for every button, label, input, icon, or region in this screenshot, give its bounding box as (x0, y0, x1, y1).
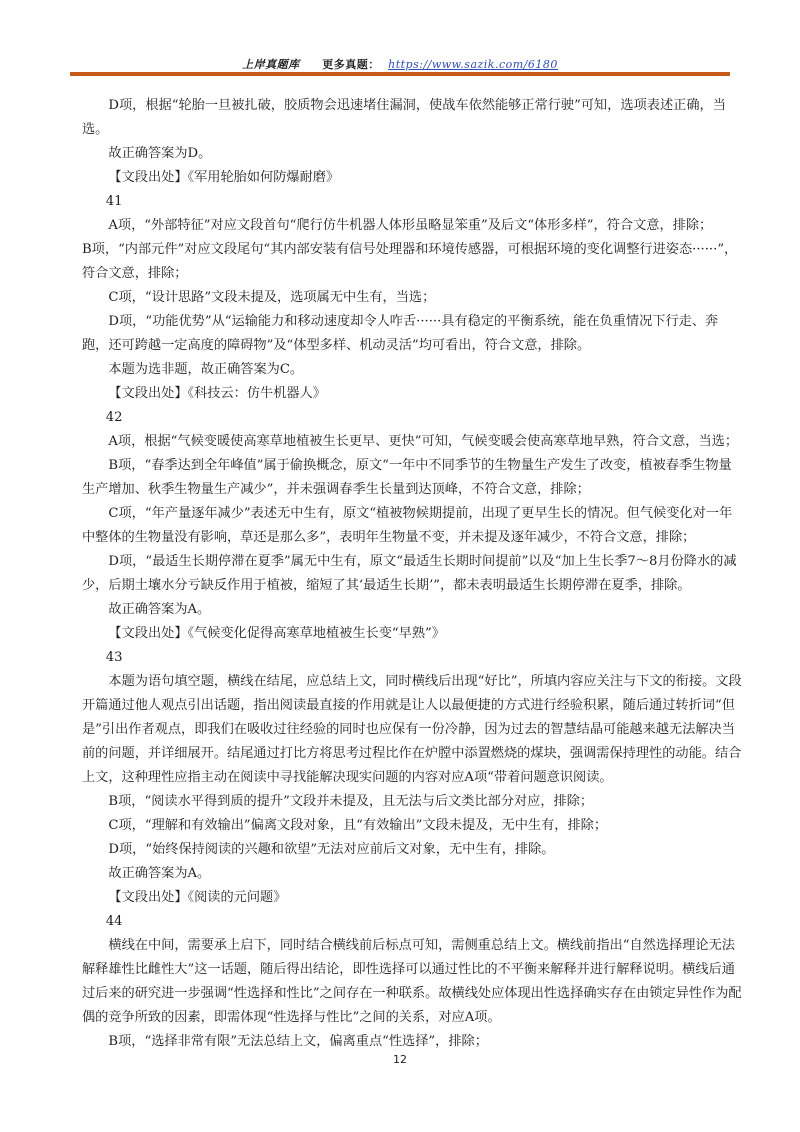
page-number: 12 (393, 1053, 407, 1066)
question-number: 42 (105, 410, 123, 425)
paragraph: 故正确答案为D。 (108, 146, 212, 161)
paragraph: 【文段出处】《科技云：仿牛机器人》 (108, 386, 326, 401)
header-link[interactable]: https://www.sazik.com/6180 (388, 58, 558, 71)
paragraph: A项，“外部特征”对应文段首句“爬行仿牛机器人体形虽略显笨重”及后文“体形多样”，符合文意，排除； (108, 218, 713, 233)
paragraph: 横线在中间，需要承上启下，同时结合横线前后标点可知，需侧重总结上文。横线前指出“自然选择理论无法解释雄性比雌性大”这一话题，随后得出结论，即性选择可以通过性比的不平衡来解释并进行解释说明。横线后通过后来的研究进一步强调“性选择和性比”之间存在一种联系。故横线处应体现出性选择确实存在由锁定异性作为配偶的竞争所致的因素，即需体现“性选择与性比”之间的关系，对应A项。 (82, 938, 742, 1025)
paragraph: B项，“春季达到全年峰值”属于偷换概念，原文“一年中不同季节的生物量生产发生了改变，植被春季生物量生产增加、秋季生物量生产减少”，并未强调春季生长量到达顶峰，不符合文意，排除； (82, 458, 732, 497)
paragraph: A项，根据“气候变暖使高寒草地植被生长更早、更快”可知，气候变暖会使高寒草地早熟，符合文意，当选； (108, 434, 739, 449)
question-number: 43 (105, 650, 123, 665)
paragraph: 本题为选非题，故正确答案为C。 (108, 362, 304, 377)
page-header (70, 56, 730, 72)
question-number: 41 (105, 194, 123, 209)
paragraph: 故正确答案为A。 (108, 866, 211, 881)
header-site-name: 上岸真题库 (242, 58, 300, 71)
paragraph: 【文段出处】《军用轮胎如何防爆耐磨》 (108, 170, 340, 185)
header-label: 更多真题： (322, 58, 380, 71)
header-divider (70, 72, 730, 76)
paragraph: C项，“理解和有效输出”偏离文段对象，且“有效输出”文段未提及，无中生有，排除； (108, 818, 608, 833)
paragraph: C项，“年产量逐年减少”表述无中生有，原文“植被物候期提前，出现了更早生长的情况。但气候变化对一年中整体的生物量没有影响，草还是那么多”，表明年生物量不变，并未提及逐年减少，不符合文意，排除； (82, 506, 733, 545)
paragraph: 【文段出处】《阅读的元问题》 (108, 890, 287, 905)
paragraph: 【文段出处】《气候变化促得高寒草地植被生长变“早熟”》 (108, 626, 445, 641)
paragraph: 故正确答案为A。 (108, 602, 211, 617)
paragraph: B项，“阅读水平得到质的提升”文段并未提及，且无法与后文类比部分对应，排除； (108, 794, 594, 809)
question-number: 44 (105, 914, 123, 929)
paragraph: B项，“内部元件”对应文段尾句“其内部安装有信号处理器和环境传感器，可根据环境的变化调整行进姿态······”，符合文意，排除； (82, 242, 738, 281)
paragraph: D项，“功能优势”从“运输能力和移动速度却令人咋舌······具有稳定的平衡系统，能在负重情况下行走、奔跑，还可跨越一定高度的障碍物”及“体型多样、机动灵活”均可看出，符合文意，排除。 (82, 314, 719, 353)
document-body (82, 94, 742, 1054)
paragraph: D项，“最适生长期停滞在夏季”属无中生有，原文“最适生长期时间提前”以及“加上生长季7～8月份降水的减少，后期土壤水分亏缺反作用于植被，缩短了其‘最适生长期’”，都未表明最适生长期停滞在夏季，排除。 (82, 554, 737, 593)
paragraph: D项，“始终保持阅读的兴趣和欲望”无法对应前后文对象，无中生有，排除。 (108, 842, 555, 857)
paragraph: 本题为语句填空题，横线在结尾，应总结上文，同时横线后出现“好比”，所填内容应关注与下文的衔接。文段开篇通过他人观点引出话题，指出阅读最直接的作用就是让人以最便捷的方式进行经验积累，随后通过转折词“但是”引出作者观点，即我们在吸收过往经验的同时也应保有一份冷静，因为过去的智慧结晶可能越来越无法解决当前的问题，并详细展开。结尾通过打比方将思考过程比作在炉膛中添置燃烧的煤块，强调需保持理性的动能。结合上文，这种理性应指主动在阅读中寻找能解决现实问题的内容对应A项“带着问题意识阅读。 (82, 674, 742, 785)
paragraph: C项，“设计思路”文段未提及，选项属无中生有，当选； (108, 290, 436, 305)
paragraph: D项，根据“轮胎一旦被扎破，胶质物会迅速堵住漏洞，使战车依然能够正常行驶”可知，选项表述正确，当选。 (82, 98, 726, 137)
paragraph: B项，“选择非常有限”无法总结上文，偏离重点“性选择”，排除； (108, 1034, 488, 1049)
